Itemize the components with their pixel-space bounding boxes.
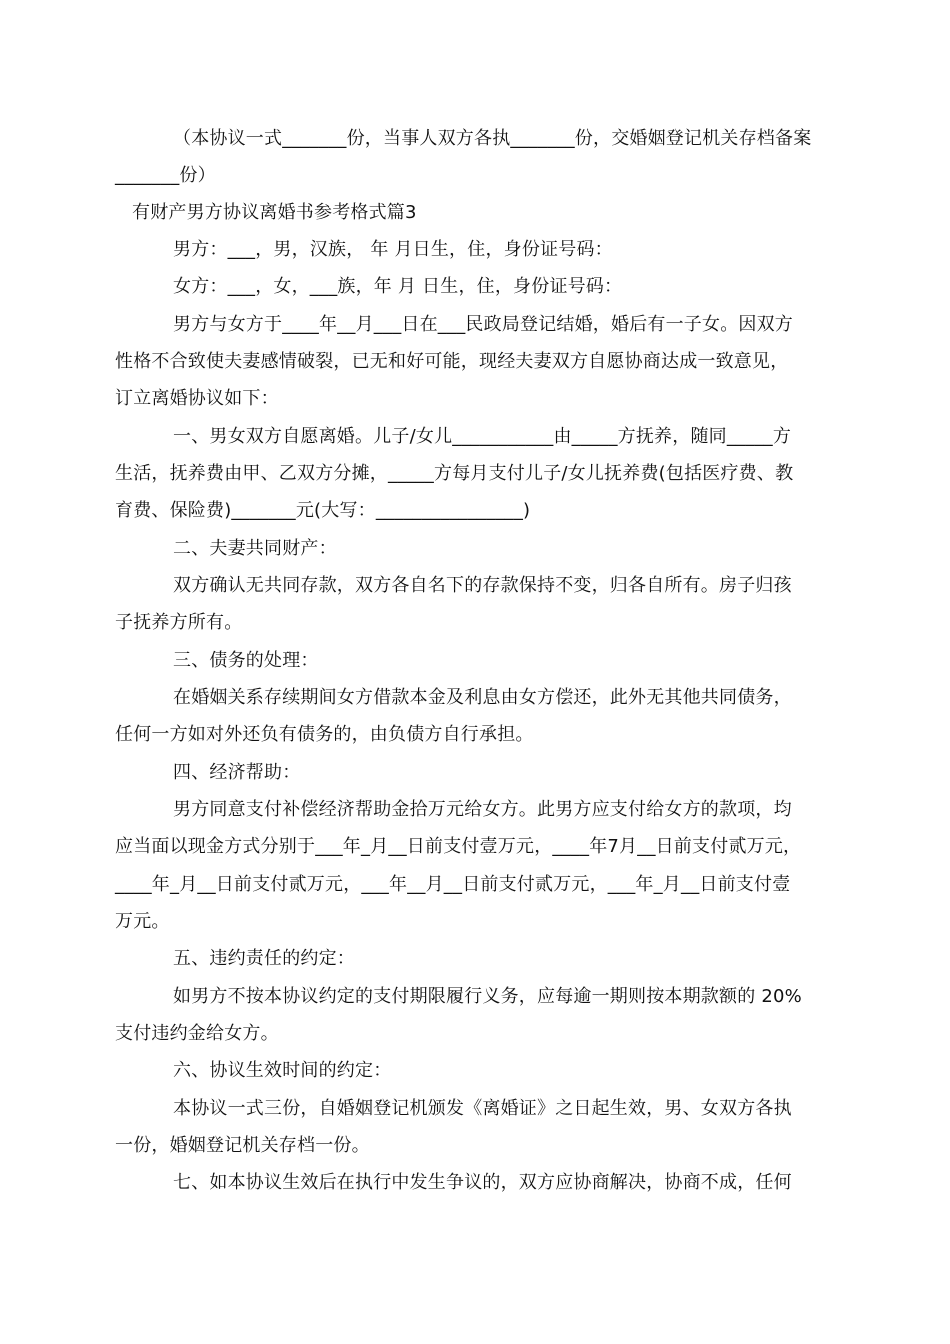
clause-1-line-1: 一、男女双方自愿离婚。儿子/女儿___________由_____方抚养，随同_____方 [173,426,792,447]
clause-2-body-line-2: 子抚养方所有。 [115,612,243,633]
clause-4-body-line-2: 应当面以现金方式分别于___年_月__日前支付壹万元，____年7月__日前支付贰万元， [115,836,802,857]
clause-5-heading: 五、违约责任的约定： [173,948,355,969]
clause-6-body-line-1: 本协议一式三份，自婚姻登记机颁发《离婚证》之日起生效，男、女双方各执 [173,1098,792,1119]
clause-5-body-line-2: 支付违约金给女方。 [115,1023,279,1044]
husband-info-line: 男方：___，男，汉族， 年 月日生，住，身份证号码： [173,239,613,260]
intro-paragraph-line-3: 订立离婚协议如下： [115,388,279,409]
clause-4-body-line-4: 万元。 [115,911,170,932]
intro-paragraph-line-2: 性格不合致使夫妻感情破裂，已无和好可能，现经夫妻双方自愿协商达成一致意见， [115,351,789,372]
clause-6-heading: 六、协议生效时间的约定： [173,1060,392,1081]
clause-1-line-3: 育费、保险费)_______元(大写：________________) [115,500,531,521]
clause-4-heading: 四、经济帮助： [173,762,301,783]
clause-3-heading: 三、债务的处理： [173,650,319,671]
wife-info-line: 女方：___，女，___族，年 月 日生，住，身份证号码： [173,276,623,297]
clause-6-body-line-2: 一份，婚姻登记机关存档一份。 [115,1135,370,1156]
clause-3-body-line-2: 任何一方如对外还负有债务的，由负债方自行承担。 [115,724,534,745]
clause-4-body-line-3: ____年_月__日前支付贰万元，___年__月__日前支付贰万元，___年_月__日前支付壹 [115,874,791,895]
clause-5-body-line-1: 如男方不按本协议约定的支付期限履行义务，应每逾一期则按本期款额的 20% [173,986,802,1007]
clause-4-body-line-1: 男方同意支付补偿经济帮助金拾万元给女方。此男方应支付给女方的款项，均 [173,799,792,820]
section-title: 有财产男方协议离婚书参考格式篇3 [132,202,417,223]
clause-3-body-line-1: 在婚姻关系存续期间女方借款本金及利息由女方偿还，此外无其他共同债务， [173,687,792,708]
clause-1-line-2: 生活，抚养费由甲、乙双方分摊，_____方每月支付儿子/女儿抚养费(包括医疗费、教 [115,463,794,484]
copies-note-line-1: （本协议一式_______份，当事人双方各执_______份，交婚姻登记机关存档备案 [173,128,812,149]
copies-note-line-2: _______份） [115,165,216,186]
clause-2-heading: 二、夫妻共同财产： [173,538,337,559]
clause-2-body-line-1: 双方确认无共同存款，双方各自名下的存款保持不变，归各自所有。房子归孩 [173,575,792,596]
clause-7-line-1: 七、如本协议生效后在执行中发生争议的，双方应协商解决，协商不成，任何 [173,1172,792,1193]
intro-paragraph-line-1: 男方与女方于____年__月___日在___民政局登记结婚，婚后有一子女。因双方 [173,314,793,335]
